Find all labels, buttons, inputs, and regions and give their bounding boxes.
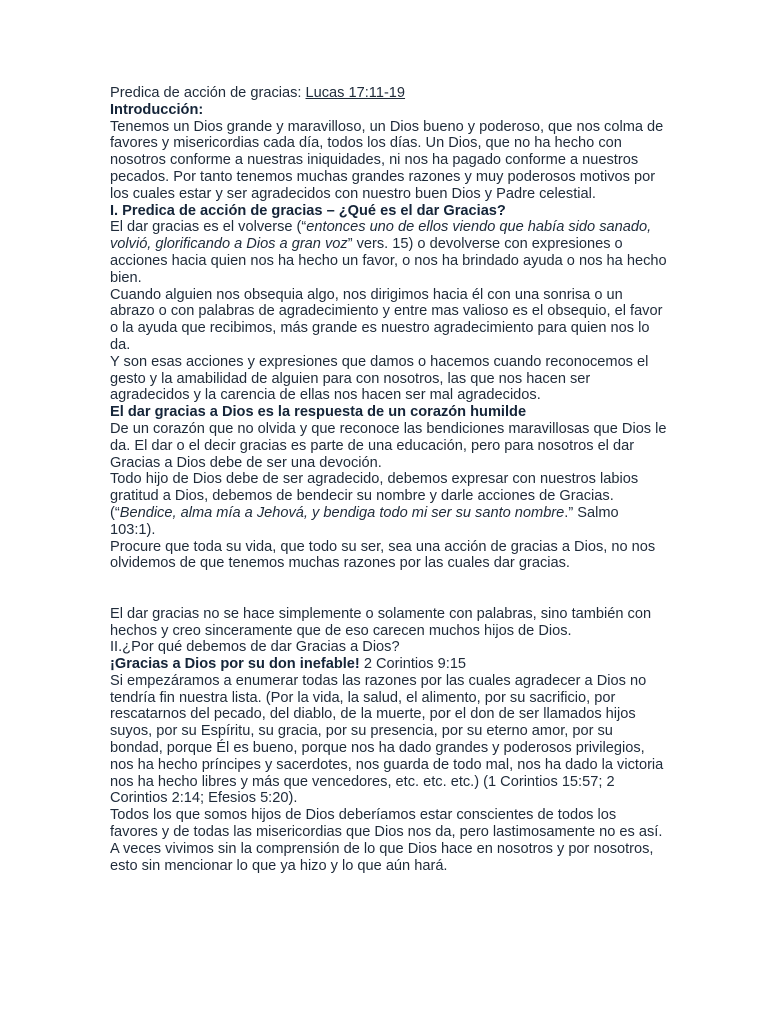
verse-reference: 2 Corintios 9:15 bbox=[359, 656, 467, 673]
section-heading-1: I. Predica de acción de gracias – ¿Qué es el dar Gracias? bbox=[110, 202, 506, 219]
sub-heading: El dar gracias a Dios es la respuesta de un corazón humilde bbox=[110, 404, 527, 421]
scripture-quote: entonces uno de ellos viendo que había sido sanado, volvió, glorificando a Dios a gran voz bbox=[110, 219, 652, 253]
blank-space bbox=[110, 572, 668, 606]
paragraph: Cuando alguien nos obsequia algo, nos dirigimos hacia él con una sonrisa o un abrazo o con palabras de agradecimiento y entre mas valioso es el obsequio, el favor o la ayuda que recibimos, más grande es nuestro agradecimiento para quien nos lo da. bbox=[110, 286, 663, 353]
scripture-quote: Bendice, alma mía a Jehová, y bendiga todo mi ser su santo nombre bbox=[119, 504, 565, 521]
paragraph: El dar gracias no se hace simplemente o solamente con palabras, sino también con hechos y creo sinceramente que de eso carecen muchos hijos de Dios. bbox=[110, 605, 652, 639]
paragraph bbox=[110, 471, 668, 538]
paragraph: De un corazón que no olvida y que reconoce las bendiciones maravillosas que Dios le da. El dar o el decir gracias es parte de una educación, pero para nosotros el dar Gracias a Dios debe de ser una devoción. bbox=[110, 420, 667, 471]
text-span: .” Salmo 103:1). bbox=[110, 504, 619, 538]
paragraph: Procure que toda su vida, que todo su ser, sea una acción de gracias a Dios, no nos olvidemos de que tenemos muchas razones por las cuales dar gracias. bbox=[110, 538, 656, 572]
paragraph: Si empezáramos a enumerar todas las razones por las cuales agradecer a Dios no tendría fin nuestra lista. (Por la vida, la salud, el alimento, por su sacrificio, por rescatarnos del pecado, del diablo, de la muerte, por el don de ser llamados hijos suyos, por su Espíritu, su gracia, por su presencia, por su eterno amor, por su bondad, porque Él es bueno, porque nos ha dado grandes y poderosos privilegios, nos ha hecho príncipes y sacerdotes, nos guarda de todo mal, nos ha dado la victoria nos ha hecho libres y más que vencedores, etc. etc. etc.) (1 Corintios 15:57; 2 Corintios 2:14; Efesios 5:20). bbox=[110, 672, 664, 807]
intro-heading: Introducción: bbox=[110, 101, 204, 118]
document-title bbox=[110, 85, 668, 102]
section-heading-2: II.¿Por qué debemos de dar Gracias a Dios? bbox=[110, 639, 400, 656]
text-span: ” vers. 15) o devolverse con expresiones o acciones hacia quien nos ha hecho un favor, o nos ha brindado ayuda o nos ha hecho bien. bbox=[110, 236, 667, 286]
paragraph: Todos los que somos hijos de Dios deberíamos estar conscientes de todos los favores y de todas las misericordias que Dios nos da, pero lastimosamente no es así. A veces vivimos sin la comprensión de lo que Dios hace en nosotros y por nosotros, esto sin mencionar lo que ya hizo y lo que aún hará. bbox=[110, 807, 663, 874]
text-span: El dar gracias es el volverse (“ bbox=[110, 219, 307, 236]
verse-text: ¡Gracias a Dios por su don inefable! bbox=[110, 656, 360, 673]
verse-line bbox=[110, 656, 668, 673]
scripture-link[interactable]: Lucas 17:11-19 bbox=[305, 85, 406, 101]
paragraph bbox=[110, 219, 668, 286]
document-body bbox=[110, 85, 668, 874]
text-span: Todo hijo de Dios debe de ser agradecido, debemos expresar con nuestros labios gratitud a Dios, debemos de bendecir su nombre y darle acciones de Gracias. (“ bbox=[110, 471, 639, 521]
title-text: Predica de acción de gracias: bbox=[110, 85, 306, 101]
intro-paragraph: Tenemos un Dios grande y maravilloso, un Dios bueno y poderoso, que nos colma de favores y misericordias cada día, todos los días. Un Dios, que no ha hecho con nosotros conforme a nuestras iniquidades, ni nos ha pagado conforme a nuestros pecados. Por tanto tenemos muchas grandes razones y muy poderosos motivos por los cuales estar y ser agradecidos con nuestro buen Dios y Padre celestial. bbox=[110, 118, 664, 202]
paragraph: Y son esas acciones y expresiones que damos o hacemos cuando reconocemos el gesto y la amabilidad de alguien para con nosotros, las que nos hacen ser agradecidos y la carencia de ellas nos hacen ser mal agradecidos. bbox=[110, 353, 649, 404]
